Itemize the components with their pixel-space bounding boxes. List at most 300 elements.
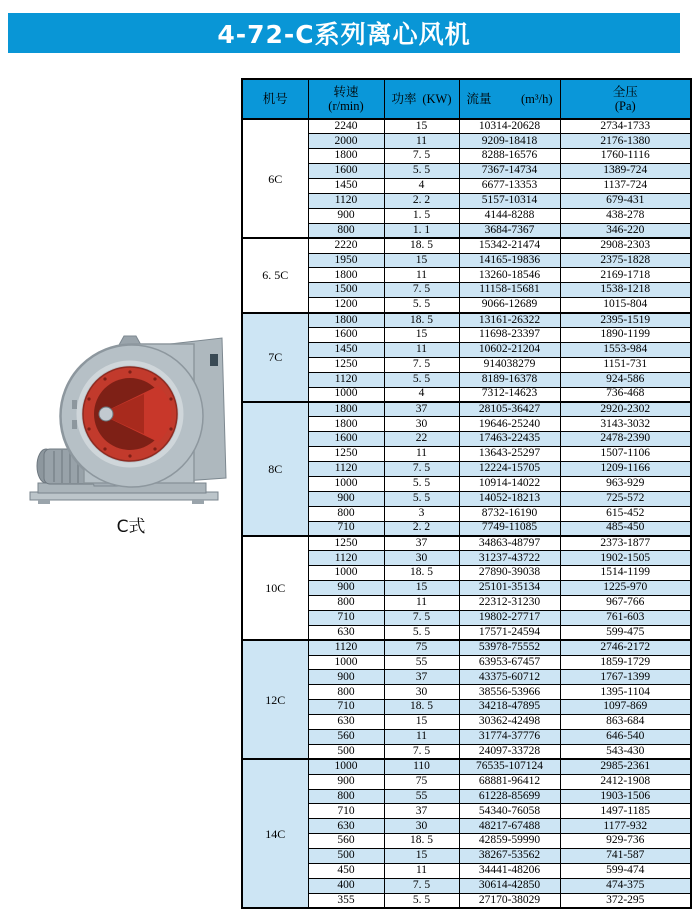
pressure-cell: 1151-731 bbox=[560, 357, 691, 372]
flow-cell: 38556-53966 bbox=[459, 685, 560, 700]
speed-cell: 2000 bbox=[308, 134, 384, 149]
flow-cell: 8732-16190 bbox=[459, 506, 560, 521]
flow-cell: 9209-18418 bbox=[459, 134, 560, 149]
pressure-cell: 761-603 bbox=[560, 610, 691, 625]
table-row bbox=[242, 119, 691, 134]
flow-cell: 53978-75552 bbox=[459, 640, 560, 655]
flow-cell: 28105-36427 bbox=[459, 402, 560, 417]
pressure-cell: 2920-2302 bbox=[560, 402, 691, 417]
table-row bbox=[242, 193, 691, 208]
pressure-cell: 967-766 bbox=[560, 596, 691, 611]
speed-cell: 800 bbox=[308, 596, 384, 611]
flow-cell: 76535-107124 bbox=[459, 759, 560, 774]
table-row bbox=[242, 447, 691, 462]
speed-label: 转速 bbox=[333, 84, 359, 99]
speed-cell: 1600 bbox=[308, 327, 384, 342]
flow-cell: 10314-20628 bbox=[459, 119, 560, 134]
pressure-cell: 372-295 bbox=[560, 893, 691, 908]
speed-unit: (r/min) bbox=[328, 99, 364, 113]
table-row bbox=[242, 804, 691, 819]
pressure-cell: 863-684 bbox=[560, 715, 691, 730]
flow-cell: 27170-38029 bbox=[459, 893, 560, 908]
table-row bbox=[242, 566, 691, 581]
flow-cell: 17463-22435 bbox=[459, 432, 560, 447]
table-row bbox=[242, 551, 691, 566]
pressure-cell: 2746-2172 bbox=[560, 640, 691, 655]
flow-cell: 43375-60712 bbox=[459, 670, 560, 685]
speed-cell: 450 bbox=[308, 864, 384, 879]
power-cell: 18. 5 bbox=[384, 700, 459, 715]
housing-latch-1 bbox=[72, 400, 77, 409]
pressure-cell: 2985-2361 bbox=[560, 759, 691, 774]
table-row bbox=[242, 700, 691, 715]
flow-cell: 24097-33728 bbox=[459, 744, 560, 759]
flow-cell: 13643-25297 bbox=[459, 447, 560, 462]
pressure-cell: 2395-1519 bbox=[560, 313, 691, 328]
power-cell: 55 bbox=[384, 655, 459, 670]
table-row bbox=[242, 461, 691, 476]
speed-cell: 900 bbox=[308, 774, 384, 789]
fan-caption: C式 bbox=[116, 517, 146, 537]
table-row bbox=[242, 715, 691, 730]
power-cell: 5. 5 bbox=[384, 476, 459, 491]
flow-cell: 13161-26322 bbox=[459, 313, 560, 328]
spec-table bbox=[241, 78, 692, 909]
title-banner bbox=[8, 13, 680, 53]
speed-cell: 355 bbox=[308, 893, 384, 908]
speed-cell: 1600 bbox=[308, 164, 384, 179]
power-cell: 15 bbox=[384, 119, 459, 134]
speed-cell: 1250 bbox=[308, 357, 384, 372]
table-row bbox=[242, 878, 691, 893]
pressure-cell: 2169-1718 bbox=[560, 268, 691, 283]
flow-cell: 7749-11085 bbox=[459, 521, 560, 536]
speed-cell: 1950 bbox=[308, 253, 384, 268]
power-cell: 75 bbox=[384, 774, 459, 789]
speed-cell: 1250 bbox=[308, 536, 384, 551]
table-row bbox=[242, 238, 691, 253]
power-cell: 7. 5 bbox=[384, 149, 459, 164]
flow-cell: 22312-31230 bbox=[459, 596, 560, 611]
pressure-cell: 1015-804 bbox=[560, 298, 691, 313]
pressure-cell: 485-450 bbox=[560, 521, 691, 536]
flow-cell: 5157-10314 bbox=[459, 193, 560, 208]
table-row bbox=[242, 521, 691, 536]
table-row bbox=[242, 625, 691, 640]
speed-cell: 1000 bbox=[308, 655, 384, 670]
speed-cell: 1120 bbox=[308, 640, 384, 655]
power-cell: 15 bbox=[384, 253, 459, 268]
flow-cell: 61228-85699 bbox=[459, 789, 560, 804]
table-row bbox=[242, 655, 691, 670]
model-cell: 10C bbox=[242, 536, 308, 640]
flow-cell: 48217-67488 bbox=[459, 819, 560, 834]
hub-cap bbox=[99, 407, 113, 421]
table-row bbox=[242, 357, 691, 372]
page-title: 4-72-C系列离心风机 bbox=[217, 20, 471, 49]
spec-table-body bbox=[242, 119, 691, 908]
speed-cell: 630 bbox=[308, 819, 384, 834]
flow-cell: 31774-37776 bbox=[459, 730, 560, 745]
fan-figure bbox=[24, 328, 238, 537]
speed-cell: 1000 bbox=[308, 476, 384, 491]
table-row bbox=[242, 402, 691, 417]
table-row bbox=[242, 730, 691, 745]
power-cell: 18. 5 bbox=[384, 566, 459, 581]
flow-cell: 42859-59990 bbox=[459, 834, 560, 849]
power-cell: 4 bbox=[384, 179, 459, 194]
model-cell: 6C bbox=[242, 119, 308, 238]
model-cell: 8C bbox=[242, 402, 308, 536]
speed-cell: 1120 bbox=[308, 372, 384, 387]
table-row bbox=[242, 268, 691, 283]
pressure-cell: 1538-1218 bbox=[560, 283, 691, 298]
power-cell: 7. 5 bbox=[384, 744, 459, 759]
power-cell: 5. 5 bbox=[384, 893, 459, 908]
table-row bbox=[242, 223, 691, 238]
flow-cell: 6677-13353 bbox=[459, 179, 560, 194]
table-row bbox=[242, 134, 691, 149]
pressure-cell: 2373-1877 bbox=[560, 536, 691, 551]
speed-cell: 500 bbox=[308, 744, 384, 759]
table-row bbox=[242, 596, 691, 611]
flow-cell: 914038279 bbox=[459, 357, 560, 372]
power-cell: 30 bbox=[384, 417, 459, 432]
pressure-cell: 474-375 bbox=[560, 878, 691, 893]
flow-cell: 34441-48206 bbox=[459, 864, 560, 879]
speed-cell: 710 bbox=[308, 521, 384, 536]
power-cell: 5. 5 bbox=[384, 372, 459, 387]
speed-cell: 560 bbox=[308, 834, 384, 849]
table-row bbox=[242, 670, 691, 685]
power-cell: 15 bbox=[384, 581, 459, 596]
speed-cell: 400 bbox=[308, 878, 384, 893]
power-cell: 11 bbox=[384, 342, 459, 357]
power-cell: 18. 5 bbox=[384, 313, 459, 328]
flow-cell: 3684-7367 bbox=[459, 223, 560, 238]
flow-cell: 10602-21204 bbox=[459, 342, 560, 357]
power-cell: 11 bbox=[384, 268, 459, 283]
flow-cell: 54340-76058 bbox=[459, 804, 560, 819]
pressure-cell: 2412-1908 bbox=[560, 774, 691, 789]
pressure-cell: 2176-1380 bbox=[560, 134, 691, 149]
pressure-cell: 1209-1166 bbox=[560, 461, 691, 476]
flow-cell: 38267-53562 bbox=[459, 849, 560, 864]
power-cell: 18. 5 bbox=[384, 238, 459, 253]
table-row bbox=[242, 864, 691, 879]
speed-cell: 1800 bbox=[308, 417, 384, 432]
flow-cell: 34863-48797 bbox=[459, 536, 560, 551]
pressure-cell: 725-572 bbox=[560, 491, 691, 506]
flow-cell: 25101-35134 bbox=[459, 581, 560, 596]
pressure-cell: 679-431 bbox=[560, 193, 691, 208]
speed-cell: 900 bbox=[308, 670, 384, 685]
flow-cell: 13260-18546 bbox=[459, 268, 560, 283]
pressure-cell: 1514-1199 bbox=[560, 566, 691, 581]
power-cell: 37 bbox=[384, 402, 459, 417]
pressure-cell: 599-475 bbox=[560, 625, 691, 640]
speed-cell: 800 bbox=[308, 506, 384, 521]
power-cell: 15 bbox=[384, 849, 459, 864]
col-header-power bbox=[384, 79, 459, 119]
power-cell: 5. 5 bbox=[384, 298, 459, 313]
table-row bbox=[242, 149, 691, 164]
speed-cell: 710 bbox=[308, 804, 384, 819]
speed-cell: 1800 bbox=[308, 313, 384, 328]
flow-cell: 19646-25240 bbox=[459, 417, 560, 432]
pressure-cell: 924-586 bbox=[560, 372, 691, 387]
flow-cell: 68881-96412 bbox=[459, 774, 560, 789]
power-cell: 2. 2 bbox=[384, 521, 459, 536]
flow-cell: 27890-39038 bbox=[459, 566, 560, 581]
col-header-model: 机号 bbox=[242, 79, 308, 119]
speed-cell: 710 bbox=[308, 700, 384, 715]
power-cell: 1. 1 bbox=[384, 223, 459, 238]
power-cell: 11 bbox=[384, 596, 459, 611]
table-row bbox=[242, 208, 691, 223]
pressure-cell: 1177-932 bbox=[560, 819, 691, 834]
flow-cell: 63953-67457 bbox=[459, 655, 560, 670]
flow-cell: 7312-14623 bbox=[459, 387, 560, 402]
flow-cell: 10914-14022 bbox=[459, 476, 560, 491]
pressure-cell: 1137-724 bbox=[560, 179, 691, 194]
power-cell: 30 bbox=[384, 685, 459, 700]
power-cell: 7. 5 bbox=[384, 610, 459, 625]
power-cell: 18. 5 bbox=[384, 834, 459, 849]
flow-cell: 7367-14734 bbox=[459, 164, 560, 179]
pressure-cell: 1225-970 bbox=[560, 581, 691, 596]
power-cell: 15 bbox=[384, 715, 459, 730]
power-cell: 7. 5 bbox=[384, 283, 459, 298]
speed-cell: 560 bbox=[308, 730, 384, 745]
pressure-cell: 615-452 bbox=[560, 506, 691, 521]
flow-cell: 12224-15705 bbox=[459, 461, 560, 476]
pressure-cell: 1553-984 bbox=[560, 342, 691, 357]
speed-cell: 2240 bbox=[308, 119, 384, 134]
power-cell: 110 bbox=[384, 759, 459, 774]
power-cell: 30 bbox=[384, 551, 459, 566]
speed-cell: 1120 bbox=[308, 193, 384, 208]
table-row bbox=[242, 744, 691, 759]
power-cell: 75 bbox=[384, 640, 459, 655]
table-row bbox=[242, 506, 691, 521]
table-row bbox=[242, 327, 691, 342]
power-cell: 2. 2 bbox=[384, 193, 459, 208]
table-row bbox=[242, 759, 691, 774]
spec-table-head bbox=[242, 79, 691, 119]
table-row bbox=[242, 372, 691, 387]
speed-cell: 800 bbox=[308, 789, 384, 804]
table-row bbox=[242, 298, 691, 313]
table-row bbox=[242, 789, 691, 804]
power-cell: 11 bbox=[384, 134, 459, 149]
flow-cell: 14052-18213 bbox=[459, 491, 560, 506]
nameplate bbox=[210, 354, 218, 366]
pressure-cell: 963-929 bbox=[560, 476, 691, 491]
flow-cell: 11158-15681 bbox=[459, 283, 560, 298]
speed-cell: 1000 bbox=[308, 387, 384, 402]
speed-cell: 1450 bbox=[308, 342, 384, 357]
speed-cell: 630 bbox=[308, 625, 384, 640]
pressure-cell: 1097-869 bbox=[560, 700, 691, 715]
pressure-cell: 599-474 bbox=[560, 864, 691, 879]
table-row bbox=[242, 774, 691, 789]
header-row bbox=[242, 79, 691, 119]
power-cell: 5. 5 bbox=[384, 625, 459, 640]
pressure-cell: 741-587 bbox=[560, 849, 691, 864]
model-cell: 6. 5C bbox=[242, 238, 308, 312]
speed-cell: 1000 bbox=[308, 759, 384, 774]
power-cell: 7. 5 bbox=[384, 357, 459, 372]
flow-unit: (m³/h) bbox=[520, 91, 553, 106]
speed-cell: 710 bbox=[308, 610, 384, 625]
pressure-cell: 1767-1399 bbox=[560, 670, 691, 685]
col-header-pressure bbox=[560, 79, 691, 119]
flow-cell: 8189-16378 bbox=[459, 372, 560, 387]
flow-cell: 8288-16576 bbox=[459, 149, 560, 164]
speed-cell: 1800 bbox=[308, 402, 384, 417]
flow-cell: 31237-43722 bbox=[459, 551, 560, 566]
pressure-cell: 1497-1185 bbox=[560, 804, 691, 819]
power-cell: 55 bbox=[384, 789, 459, 804]
flow-cell: 34218-47895 bbox=[459, 700, 560, 715]
power-cell: 37 bbox=[384, 804, 459, 819]
pressure-cell: 1389-724 bbox=[560, 164, 691, 179]
table-row bbox=[242, 313, 691, 328]
table-row bbox=[242, 849, 691, 864]
pressure-cell: 1902-1505 bbox=[560, 551, 691, 566]
power-unit: (KW) bbox=[422, 91, 452, 106]
pressure-cell: 646-540 bbox=[560, 730, 691, 745]
power-cell: 11 bbox=[384, 864, 459, 879]
power-cell: 4 bbox=[384, 387, 459, 402]
pressure-unit: (Pa) bbox=[614, 99, 636, 113]
housing-latch-2 bbox=[72, 420, 77, 429]
flow-cell: 15342-21474 bbox=[459, 238, 560, 253]
pressure-cell: 1395-1104 bbox=[560, 685, 691, 700]
table-row bbox=[242, 476, 691, 491]
pressure-cell: 736-468 bbox=[560, 387, 691, 402]
power-cell: 37 bbox=[384, 536, 459, 551]
model-cell: 12C bbox=[242, 640, 308, 759]
pressure-cell: 3143-3032 bbox=[560, 417, 691, 432]
pressure-cell: 2375-1828 bbox=[560, 253, 691, 268]
power-label: 功率 bbox=[391, 91, 417, 106]
power-cell: 7. 5 bbox=[384, 461, 459, 476]
table-row bbox=[242, 610, 691, 625]
flow-cell: 17571-24594 bbox=[459, 625, 560, 640]
speed-cell: 800 bbox=[308, 685, 384, 700]
model-cell: 7C bbox=[242, 313, 308, 402]
speed-cell: 1120 bbox=[308, 551, 384, 566]
power-cell: 5. 5 bbox=[384, 164, 459, 179]
table-row bbox=[242, 164, 691, 179]
table-row bbox=[242, 342, 691, 357]
table-row bbox=[242, 834, 691, 849]
power-cell: 11 bbox=[384, 730, 459, 745]
speed-cell: 1600 bbox=[308, 432, 384, 447]
pressure-label: 全压 bbox=[612, 84, 638, 99]
table-row bbox=[242, 179, 691, 194]
pressure-cell: 1903-1506 bbox=[560, 789, 691, 804]
col-header-flow bbox=[459, 79, 560, 119]
pressure-cell: 929-736 bbox=[560, 834, 691, 849]
speed-cell: 1800 bbox=[308, 149, 384, 164]
pressure-cell: 2734-1733 bbox=[560, 119, 691, 134]
col-header-speed bbox=[308, 79, 384, 119]
table-row bbox=[242, 491, 691, 506]
speed-cell: 1500 bbox=[308, 283, 384, 298]
speed-cell: 1000 bbox=[308, 566, 384, 581]
power-cell: 30 bbox=[384, 819, 459, 834]
speed-cell: 500 bbox=[308, 849, 384, 864]
pressure-cell: 2478-2390 bbox=[560, 432, 691, 447]
flow-cell: 30614-42850 bbox=[459, 878, 560, 893]
table-row bbox=[242, 536, 691, 551]
speed-cell: 630 bbox=[308, 715, 384, 730]
fan-foot-left bbox=[38, 499, 50, 504]
power-cell: 1. 5 bbox=[384, 208, 459, 223]
table-row bbox=[242, 685, 691, 700]
pressure-cell: 346-220 bbox=[560, 223, 691, 238]
power-cell: 7. 5 bbox=[384, 878, 459, 893]
pressure-cell: 543-430 bbox=[560, 744, 691, 759]
power-cell: 3 bbox=[384, 506, 459, 521]
pressure-cell: 1507-1106 bbox=[560, 447, 691, 462]
table-row bbox=[242, 893, 691, 908]
flow-cell: 19802-27717 bbox=[459, 610, 560, 625]
flow-label: 流量 bbox=[466, 91, 492, 106]
table-row bbox=[242, 819, 691, 834]
pressure-cell: 1760-1116 bbox=[560, 149, 691, 164]
power-cell: 5. 5 bbox=[384, 491, 459, 506]
pressure-cell: 438-278 bbox=[560, 208, 691, 223]
table-row bbox=[242, 417, 691, 432]
power-cell: 15 bbox=[384, 327, 459, 342]
table-row bbox=[242, 253, 691, 268]
flow-cell: 11698-23397 bbox=[459, 327, 560, 342]
flow-cell: 9066-12689 bbox=[459, 298, 560, 313]
table-row bbox=[242, 387, 691, 402]
speed-cell: 1250 bbox=[308, 447, 384, 462]
power-cell: 11 bbox=[384, 447, 459, 462]
speed-cell: 1120 bbox=[308, 461, 384, 476]
flow-cell: 14165-19836 bbox=[459, 253, 560, 268]
table-row bbox=[242, 283, 691, 298]
speed-cell: 900 bbox=[308, 581, 384, 596]
pressure-cell: 1890-1199 bbox=[560, 327, 691, 342]
speed-cell: 2220 bbox=[308, 238, 384, 253]
fan-image bbox=[24, 328, 238, 506]
fan-foot-right bbox=[192, 499, 204, 504]
pressure-cell: 1859-1729 bbox=[560, 655, 691, 670]
flow-cell: 30362-42498 bbox=[459, 715, 560, 730]
model-cell: 14C bbox=[242, 759, 308, 908]
pressure-cell: 2908-2303 bbox=[560, 238, 691, 253]
table-row bbox=[242, 581, 691, 596]
speed-cell: 900 bbox=[308, 491, 384, 506]
power-cell: 37 bbox=[384, 670, 459, 685]
power-cell: 22 bbox=[384, 432, 459, 447]
speed-cell: 800 bbox=[308, 223, 384, 238]
speed-cell: 1800 bbox=[308, 268, 384, 283]
table-row bbox=[242, 640, 691, 655]
speed-cell: 1450 bbox=[308, 179, 384, 194]
speed-cell: 900 bbox=[308, 208, 384, 223]
speed-cell: 1200 bbox=[308, 298, 384, 313]
flow-cell: 4144-8288 bbox=[459, 208, 560, 223]
table-row bbox=[242, 432, 691, 447]
